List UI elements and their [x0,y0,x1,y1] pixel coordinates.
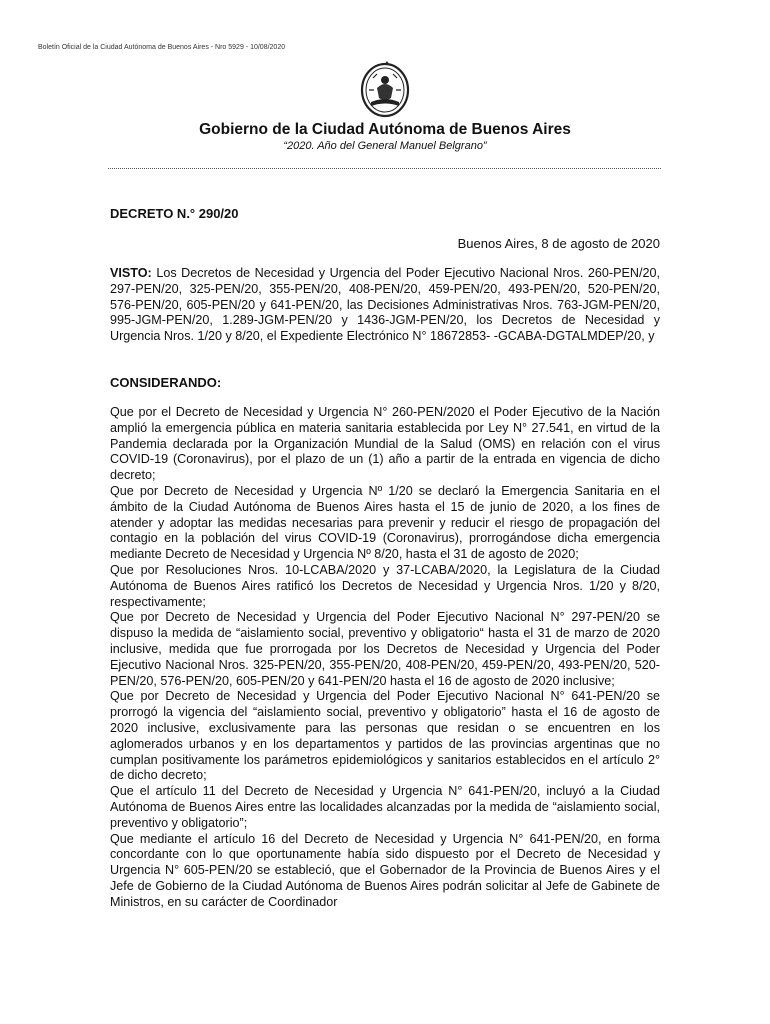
decree-date: Buenos Aires, 8 de agosto de 2020 [457,236,660,251]
considerando-paragraph: Que por Decreto de Necesidad y Urgencia del Poder Ejecutivo Nacional N° 297-PEN/20 se dispuso la medida de “aislamiento social, preventivo y obligatorio“ hasta el 31 de marzo de 2020 inclusive, medida que fue prorrogada por los Decretos de Necesidad y Urgencia del Poder Ejecutivo Nacional Nros. 325-PEN/20, 355-PEN/20, 408-PEN/20, 459-PEN/20, 493-PEN/20, 520-PEN/20, 576-PEN/20, 605-PEN/20 y 641-PEN/20 hasta el 16 de agosto de 2020 inclusive; [110,610,660,688]
considerando-paragraph: Que por Decreto de Necesidad y Urgencia Nº 1/20 se declaró la Emergencia Sanitaria en el ámbito de la Ciudad Autónoma de Buenos Aires hasta el 15 de junio de 2020, a los fines de atender y adoptar las medidas necesarias para prevenir y reducir el riesgo de propagación del contagio en la población del virus COVID-19 (Coronavirus), prorrogándose dicha emergencia mediante Decreto de Necesidad y Urgencia Nº 8/20, hasta el 31 de agosto de 2020; [110,483,660,562]
considerando-paragraph: Que por Decreto de Necesidad y Urgencia del Poder Ejecutivo Nacional N° 641-PEN/20 se prorrogó la vigencia del “aislamiento social, preventivo y obligatorio” hasta el 16 de agosto de 2020 inclusive, exclusivamente para las personas que residan o se encuentren en los aglomerados urbanos y en los departamentos y partidos de las provincias argentinas que no cumplan positivamente los parámetros epidemiológicos y sanitarios establecidos en el artículo 2° de dicho decreto; [110,689,660,783]
visto-label: VISTO: [110,266,152,280]
year-motto: “2020. Año del General Manuel Belgrano” [283,140,487,152]
header-divider [108,168,661,169]
considerando-heading: CONSIDERANDO: [110,375,222,390]
considerando-paragraph: Que por Resoluciones Nros. 10-LCABA/2020 y 37-LCABA/2020, la Legislatura de la Ciudad Autónoma de Buenos Aires ratificó los Decretos de Necesidad y Urgencia Nros. 1/20 y 8/20, respectivamente; [110,562,660,609]
considerando-body [110,405,660,933]
government-title: Gobierno de la Ciudad Autónoma de Buenos Aires [199,121,571,138]
considerando-paragraph: Que el artículo 11 del Decreto de Necesidad y Urgencia N° 641-PEN/20, incluyó a la Ciudad Autónoma de Buenos Aires entre las localidades alcanzadas por la medida de “aislamiento social, preventivo y obligatorio”; [110,784,660,830]
bulletin-header: Boletín Oficial de la Ciudad Autónoma de Buenos Aires - Nro 5929 - 10/08/2020 [38,44,286,51]
considerando-paragraph: Que mediante el artículo 16 del Decreto de Necesidad y Urgencia N° 641-PEN/20, en forma concordante con lo que oportunamente había sido dispuesto por el Decreto de Necesidad y Urgencia N° 605-PEN/20 se estableció, que el Gobernador de la Provincia de Buenos Aires y el Jefe de Gobierno de la Ciudad Autónoma de Buenos Aires podrán solicitar al Jefe de Gabinete de Ministros, en su carácter de Coordinador [110,831,660,909]
visto-paragraph [110,266,660,345]
decree-number: DECRETO N.° 290/20 [110,206,239,221]
visto-text: Los Decretos de Necesidad y Urgencia del Poder Ejecutivo Nacional Nros. 260-PEN/20, 297-PEN/20, 325-PEN/20, 355-PEN/20, 408-PEN/20, 459-PEN/20, 493-PEN/20, 520-PEN/20, 576-PEN/20, 605-PEN/20 y 641-PEN/20, las Decisiones Administrativas Nros. 763-JGM-PEN/20, 995-JGM-PEN/20, 1.289-JGM-PEN/20 y 1436-JGM-PEN/20, los Decretos de Necesidad y Urgencia Nros. 1/20 y 8/20, el Expediente Electrónico N° 18672853- -GCABA-DGTALMDEP/20, y [110,266,660,344]
city-seal-icon [359,60,411,118]
considerando-paragraph: Que por el Decreto de Necesidad y Urgencia N° 260-PEN/2020 el Poder Ejecutivo de la Nación amplió la emergencia pública en materia sanitaria establecida por Ley N° 27.541, en virtud de la Pandemia declarada por la Organización Mundial de la Salud (OMS) en relación con el virus COVID-19 (Coronavirus), por el plazo de un (1) año a partir de la entrada en vigencia de dicho decreto; [110,405,660,483]
